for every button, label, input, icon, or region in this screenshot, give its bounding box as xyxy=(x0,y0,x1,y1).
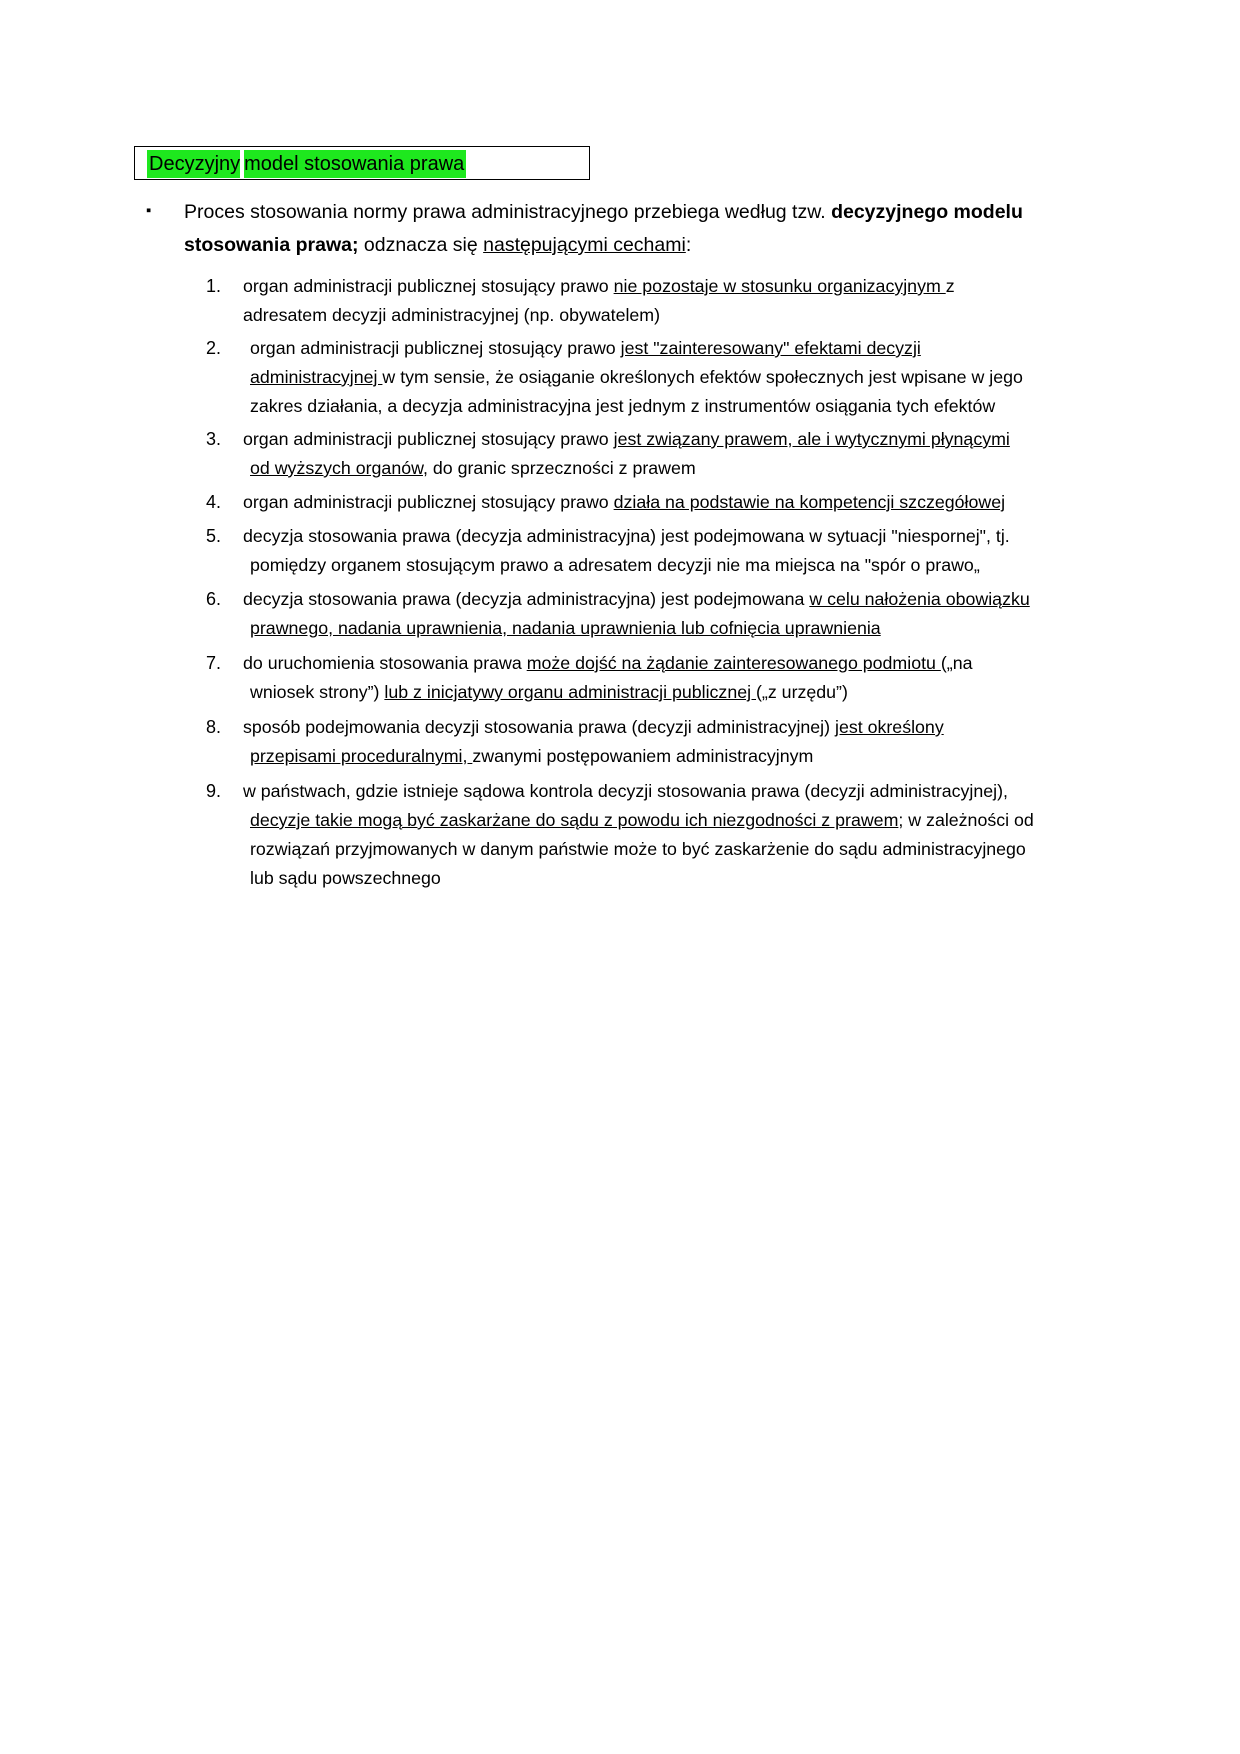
page-title xyxy=(147,150,466,178)
heading-box xyxy=(134,146,590,180)
bullet-marker: ▪ xyxy=(146,202,152,219)
list-item-text: decyzja stosowania prawa (decyzja administracyjna) jest podejmowana w sytuacji "niespornej", tj. pomiędzy organem stosującym prawo a adresatem decyzji nie ma miejsca na "spór o prawo„ xyxy=(243,526,1010,575)
list-item-text: sposób podejmowania decyzji stosowania prawa (decyzji administracyjnej) jest określony przepisami proceduralnymi, zwanymi postępowaniem administracyjnym xyxy=(243,717,944,766)
list-item-number: 4. xyxy=(206,492,222,512)
list-item-text: do uruchomienia stosowania prawa może dojść na żądanie zainteresowanego podmiotu („na wniosek strony”) lub z inicjatywy organu administracji publicznej („z urzędu”) xyxy=(243,653,973,702)
list-item-text: w państwach, gdzie istnieje sądowa kontrola decyzji stosowania prawa (decyzji administracyjnej), decyzje takie mogą być zaskarżane do sądu z powodu ich niezgodności z prawem; w zależności od rozwiązań przyjmowanych w danym państwie może to być zaskarżenie do sądu administracyjnego lub sądu powszechnego xyxy=(243,781,1034,888)
list-item-text: organ administracji publicznej stosujący prawo jest związany prawem, ale i wytycznymi płynącymi od wyższych organów, do granic sprzeczności z prawem xyxy=(243,429,1010,478)
list-item-text: organ administracji publicznej stosujący prawo nie pozostaje w stosunku organizacyjnym z adresatem decyzji administracyjnej (np. obywatelem) xyxy=(243,276,955,325)
list-item-text: decyzja stosowania prawa (decyzja administracyjna) jest podejmowana w celu nałożenia obowiązku prawnego, nadania uprawnienia, nadania uprawnienia lub cofnięcia uprawnienia xyxy=(243,589,1030,638)
list-item-number: 9. xyxy=(206,781,222,801)
list-item-number: 5. xyxy=(206,526,222,546)
intro-paragraph: Proces stosowania normy prawa administracyjnego przebiega według tzw. decyzyjnego modelu stosowania prawa; odznacza się następującymi cechami: xyxy=(184,201,1023,256)
list-item-text: organ administracji publicznej stosujący prawo działa na podstawie na kompetencji szczegółowej xyxy=(243,492,1006,512)
list-item-number: 7. xyxy=(206,653,222,673)
list-item-number: 2. xyxy=(206,338,222,358)
list-item-number: 8. xyxy=(206,717,222,737)
intro-bold-1: decyzyjnego modelu xyxy=(831,201,1023,223)
page-title-rest: model stosowania prawa xyxy=(244,153,465,175)
page-title-word1: Decyzyjny xyxy=(149,153,241,175)
list-item-text: organ administracji publicznej stosujący prawo jest "zainteresowany" efektami decyzji administracyjnej w tym sensie, że osiąganie określonych efektów społecznych jest wpisane w jego zakres działania, a decyzja administracyjna jest jednym z instrumentów osiągania tych efektów xyxy=(250,338,1023,416)
list-item-number: 3. xyxy=(206,429,222,449)
list-item-number: 6. xyxy=(206,589,222,609)
intro-bold-2: stosowania prawa; xyxy=(184,234,359,256)
intro-underlined: następującymi cechami xyxy=(483,234,686,256)
list-item-number: 1. xyxy=(206,276,222,296)
